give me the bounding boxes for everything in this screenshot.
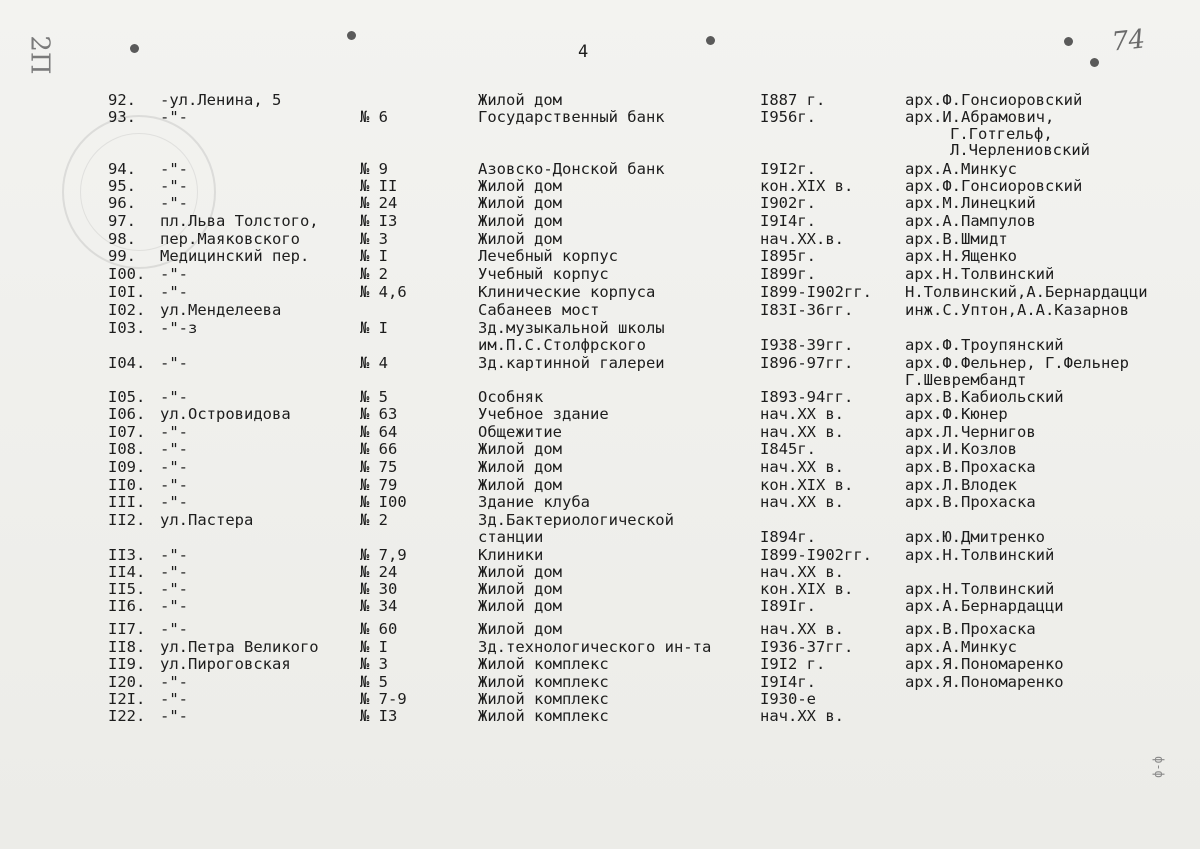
entry-date: I89Iг. bbox=[760, 597, 816, 615]
entry-number: III. bbox=[108, 493, 146, 511]
entry-street: -"- bbox=[160, 440, 188, 458]
entry-number: II7. bbox=[108, 620, 146, 638]
entry-building-name: Лечебный корпус bbox=[478, 247, 618, 265]
entry-building-name: Азовско-Донской банк bbox=[478, 160, 665, 178]
entry-house-number: № 7-9 bbox=[360, 690, 407, 708]
entry-architect bbox=[905, 564, 1195, 581]
entry-number: I00. bbox=[108, 265, 146, 283]
entry-house-number: № 24 bbox=[360, 563, 398, 581]
entry-street: -"- bbox=[160, 563, 188, 581]
entry-number: I09. bbox=[108, 458, 146, 476]
entry-street: ул.Петра Великого bbox=[160, 638, 319, 656]
entry-date: I899-I902гг. bbox=[760, 546, 872, 564]
entry-number: I0I. bbox=[108, 283, 146, 301]
entry-building-name: Жилой дом bbox=[478, 597, 562, 615]
entry-architect: инж.С.Уптон,А.А.Казарнов bbox=[905, 301, 1129, 319]
entry-date: I9I4г. bbox=[760, 673, 816, 691]
entry-street: пер.Маяковского bbox=[160, 230, 300, 248]
entry-building-name: Особняк bbox=[478, 388, 544, 406]
entry-house-number: № 5 bbox=[360, 388, 388, 406]
entry-house-number: № 24 bbox=[360, 194, 398, 212]
entry-house-number: № 66 bbox=[360, 440, 398, 458]
entry-number: I02. bbox=[108, 301, 146, 319]
entry-architect: арх.И.Козлов bbox=[905, 440, 1017, 458]
entry-number: I03. bbox=[108, 319, 146, 337]
entry-building-name: Жилой комплекс bbox=[478, 655, 609, 673]
entry-street: -"-з bbox=[160, 319, 198, 337]
entry-number: II0. bbox=[108, 476, 146, 494]
entry-building-name: Зд.картинной галереи bbox=[478, 354, 665, 372]
entry-number: II3. bbox=[108, 546, 146, 564]
entry-number: II5. bbox=[108, 580, 146, 598]
entry-house-number: № I bbox=[360, 319, 388, 337]
entry-house-number: № 34 bbox=[360, 597, 398, 615]
entry-architect: арх.Н.Ященко bbox=[905, 247, 1017, 265]
entry-date: нач.XX в. bbox=[760, 563, 844, 581]
entry-number: I2I. bbox=[108, 690, 146, 708]
entry-number: 94. bbox=[108, 160, 136, 178]
entry-number: I06. bbox=[108, 405, 146, 423]
entry-house-number: № II bbox=[360, 177, 398, 195]
entry-building-name: Учебный корпус bbox=[478, 265, 609, 283]
entry-date: I893-94гг. bbox=[760, 388, 854, 406]
entry-street: -"- bbox=[160, 597, 188, 615]
entry-street: -"- bbox=[160, 160, 188, 178]
entry-architect: арх.Ю.Дмитренко bbox=[905, 527, 1045, 546]
entry-building-name: Жилой комплекс bbox=[478, 707, 609, 725]
entry-date: I895г. bbox=[760, 247, 816, 265]
entry-architect: Н.Толвинский,А.Бернардацци bbox=[905, 283, 1148, 301]
punch-hole-2 bbox=[347, 31, 356, 40]
entry-building-name: Жилой дом bbox=[478, 194, 562, 212]
punch-hole-3 bbox=[706, 36, 715, 45]
entry-number: II9. bbox=[108, 655, 146, 673]
entry-number: II8. bbox=[108, 638, 146, 656]
entry-number: 96. bbox=[108, 194, 136, 212]
entry-date: I899-I902гг. bbox=[760, 283, 872, 301]
entry-date: I887 г. bbox=[760, 91, 826, 109]
entry-street: -"- bbox=[160, 458, 188, 476]
entry-house-number: № I3 bbox=[360, 707, 398, 725]
entry-street: пл.Льва Толстого, bbox=[160, 212, 319, 230]
entry-date: I9I4г. bbox=[760, 212, 816, 230]
entry-house-number: № 4,6 bbox=[360, 283, 407, 301]
entry-number: 95. bbox=[108, 177, 136, 195]
entry-building-name: Жилой дом bbox=[478, 230, 562, 248]
entry-architect: арх.В.Шмидт bbox=[905, 230, 1008, 248]
punch-hole-4 bbox=[1064, 37, 1073, 46]
entry-street: -ул.Ленина, 5 bbox=[160, 91, 282, 109]
entry-date: I845г. bbox=[760, 440, 816, 458]
entry-building-name: Зд.музыкальной школы им.П.С.Столфрского bbox=[478, 319, 665, 354]
entry-date: I956г. bbox=[760, 108, 816, 126]
entry-street: -"- bbox=[160, 423, 188, 441]
entry-architect: арх.Ф.Фельнер, Г.Фельнер Г.Шеврембандт bbox=[905, 354, 1129, 389]
entry-number: I08. bbox=[108, 440, 146, 458]
entry-date: нач.XX в. bbox=[760, 405, 844, 423]
entry-architect: арх.Н.Толвинский bbox=[905, 546, 1055, 564]
entry-house-number: № I bbox=[360, 247, 388, 265]
entry-number: I22. bbox=[108, 707, 146, 725]
entry-street: -"- bbox=[160, 620, 188, 638]
entry-house-number: № 4 bbox=[360, 354, 388, 372]
entry-house-number: № 63 bbox=[360, 405, 398, 423]
entry-architect: арх.И.Абрамович, Г.Готгельф, Л.Черлениовский bbox=[905, 108, 1090, 159]
entry-number: 93. bbox=[108, 108, 136, 126]
entry-number: 99. bbox=[108, 247, 136, 265]
entry-street: -"- bbox=[160, 354, 188, 372]
entry-date: кон.XIX в. bbox=[760, 476, 854, 494]
entry-date: I894г. bbox=[760, 527, 816, 546]
list-entry bbox=[0, 708, 1200, 768]
entry-street: ул.Пастера bbox=[160, 511, 254, 529]
entry-number: I04. bbox=[108, 354, 146, 372]
entry-date: нач.XX в. bbox=[760, 707, 844, 725]
punch-hole-1 bbox=[130, 44, 139, 53]
entry-architect: арх.В.Прохаска bbox=[905, 493, 1036, 511]
entry-house-number: № 9 bbox=[360, 160, 388, 178]
entry-street: -"- bbox=[160, 194, 188, 212]
entry-street: Медицинский пер. bbox=[160, 247, 310, 265]
entry-architect: арх.А.Пампулов bbox=[905, 212, 1036, 230]
entry-date: кон.XIX в. bbox=[760, 580, 854, 598]
entry-house-number: № 5 bbox=[360, 673, 388, 691]
entry-date: I930-е bbox=[760, 690, 816, 708]
entry-architect: арх.Я.Пономаренко bbox=[905, 673, 1064, 691]
entry-date: I899г. bbox=[760, 265, 816, 283]
entry-architect bbox=[905, 691, 1195, 708]
entry-number: II2. bbox=[108, 511, 146, 529]
corner-note: ф-ф bbox=[1151, 756, 1166, 778]
entry-architect: арх.А.Минкус bbox=[905, 638, 1017, 656]
entry-architect: арх.М.Линецкий bbox=[905, 194, 1036, 212]
entry-building-name: Государственный банк bbox=[478, 108, 665, 126]
entry-building-name: Здание клуба bbox=[478, 493, 590, 511]
entry-number: I05. bbox=[108, 388, 146, 406]
entry-house-number: № 7,9 bbox=[360, 546, 407, 564]
entry-house-number: № I bbox=[360, 638, 388, 656]
entry-street: -"- bbox=[160, 690, 188, 708]
entry-house-number: № 30 bbox=[360, 580, 398, 598]
entry-architect: арх.Н.Толвинский bbox=[905, 580, 1055, 598]
archive-number: 74 bbox=[1110, 24, 1147, 58]
entry-date: I83I-36гг. bbox=[760, 301, 854, 319]
entry-date: кон.XIX в. bbox=[760, 177, 854, 195]
entry-building-name: Жилой дом bbox=[478, 458, 562, 476]
entry-date: нач.XX в. bbox=[760, 458, 844, 476]
entry-architect: арх.В.Прохаска bbox=[905, 620, 1036, 638]
entry-date: нач.XX в. bbox=[760, 423, 844, 441]
entry-house-number: № 2 bbox=[360, 511, 388, 529]
entry-date: I936-37гг. bbox=[760, 638, 854, 656]
entry-building-name: Учебное здание bbox=[478, 405, 609, 423]
entry-street: -"- bbox=[160, 580, 188, 598]
entry-building-name: Клинические корпуса bbox=[478, 283, 656, 301]
entry-architect bbox=[905, 708, 1195, 725]
entry-building-name: Жилой дом bbox=[478, 91, 562, 109]
entry-street: -"- bbox=[160, 283, 188, 301]
entry-building-name: Жилой дом bbox=[478, 440, 562, 458]
entry-street: ул.Пироговская bbox=[160, 655, 291, 673]
entry-architect: арх.Л.Чернигов bbox=[905, 423, 1036, 441]
entry-date: I9I2 г. bbox=[760, 655, 826, 673]
entry-architect: арх.Я.Пономаренко bbox=[905, 655, 1064, 673]
entry-building-name: Жилой дом bbox=[478, 620, 562, 638]
entry-house-number: № 2 bbox=[360, 265, 388, 283]
entry-architect: арх.Н.Толвинский bbox=[905, 265, 1055, 283]
entry-date: I896-97гг. bbox=[760, 354, 854, 372]
entry-street: -"- bbox=[160, 265, 188, 283]
entry-house-number: № 3 bbox=[360, 230, 388, 248]
entry-architect: арх.Ф.Гонсиоровский bbox=[905, 91, 1083, 109]
entry-architect: арх.Л.Влодек bbox=[905, 476, 1017, 494]
entry-number: 98. bbox=[108, 230, 136, 248]
entry-house-number: № 3 bbox=[360, 655, 388, 673]
entry-building-name: Общежитие bbox=[478, 423, 562, 441]
entry-date: I902г. bbox=[760, 194, 816, 212]
entry-number: II6. bbox=[108, 597, 146, 615]
entry-number: I07. bbox=[108, 423, 146, 441]
entry-building-name: Жилой дом bbox=[478, 563, 562, 581]
entry-number: 97. bbox=[108, 212, 136, 230]
entry-street: -"- bbox=[160, 108, 188, 126]
entry-house-number: № 60 bbox=[360, 620, 398, 638]
entry-street: ул.Менделеева bbox=[160, 301, 282, 319]
entry-building-name: Жилой комплекс bbox=[478, 673, 609, 691]
entry-house-number: № 6 bbox=[360, 108, 388, 126]
entry-street: ул.Островидова bbox=[160, 405, 291, 423]
entry-architect: арх.Ф.Троупянский bbox=[905, 335, 1064, 354]
entry-architect: арх.Ф.Гонсиоровский bbox=[905, 177, 1083, 195]
entry-architect: арх.А.Минкус bbox=[905, 160, 1017, 178]
entry-house-number: № 75 bbox=[360, 458, 398, 476]
entry-date: нач.XX.в. bbox=[760, 230, 844, 248]
entry-date: I938-39гг. bbox=[760, 335, 854, 354]
entry-house-number: № I3 bbox=[360, 212, 398, 230]
entry-building-name: Жилой дом bbox=[478, 212, 562, 230]
entry-house-number: № 79 bbox=[360, 476, 398, 494]
entry-architect: арх.В.Кабиольский bbox=[905, 388, 1064, 406]
entry-street: -"- bbox=[160, 546, 188, 564]
entry-date: нач.XX в. bbox=[760, 620, 844, 638]
entry-number: II4. bbox=[108, 563, 146, 581]
entry-building-name: Жилой комплекс bbox=[478, 690, 609, 708]
entry-building-name: Сабанеев мост bbox=[478, 301, 600, 319]
entry-street: -"- bbox=[160, 493, 188, 511]
entry-street: -"- bbox=[160, 177, 188, 195]
entry-date: нач.XX в. bbox=[760, 493, 844, 511]
entry-house-number: № 64 bbox=[360, 423, 398, 441]
entry-house-number: № I00 bbox=[360, 493, 407, 511]
page-number: 4 bbox=[578, 42, 590, 62]
entry-building-name: Зд.технологического ин-та bbox=[478, 638, 712, 656]
entry-street: -"- bbox=[160, 476, 188, 494]
entry-number: 92. bbox=[108, 91, 136, 109]
entry-number: I20. bbox=[108, 673, 146, 691]
entry-date: I9I2г. bbox=[760, 160, 816, 178]
entry-street: -"- bbox=[160, 388, 188, 406]
entry-street: -"- bbox=[160, 673, 188, 691]
entry-building-name: Жилой дом bbox=[478, 476, 562, 494]
margin-note: 2П bbox=[24, 35, 55, 75]
entry-architect: арх.В.Прохаска bbox=[905, 458, 1036, 476]
entry-architect: арх.Ф.Кюнер bbox=[905, 405, 1008, 423]
entry-building-name: Жилой дом bbox=[478, 177, 562, 195]
entry-architect: арх.А.Бернардацци bbox=[905, 597, 1064, 615]
entry-building-name: Зд.Бактериологической станции bbox=[478, 511, 674, 546]
entry-building-name: Жилой дом bbox=[478, 580, 562, 598]
entry-building-name: Клиники bbox=[478, 546, 544, 564]
entry-street: -"- bbox=[160, 707, 188, 725]
punch-hole-5 bbox=[1090, 58, 1099, 67]
